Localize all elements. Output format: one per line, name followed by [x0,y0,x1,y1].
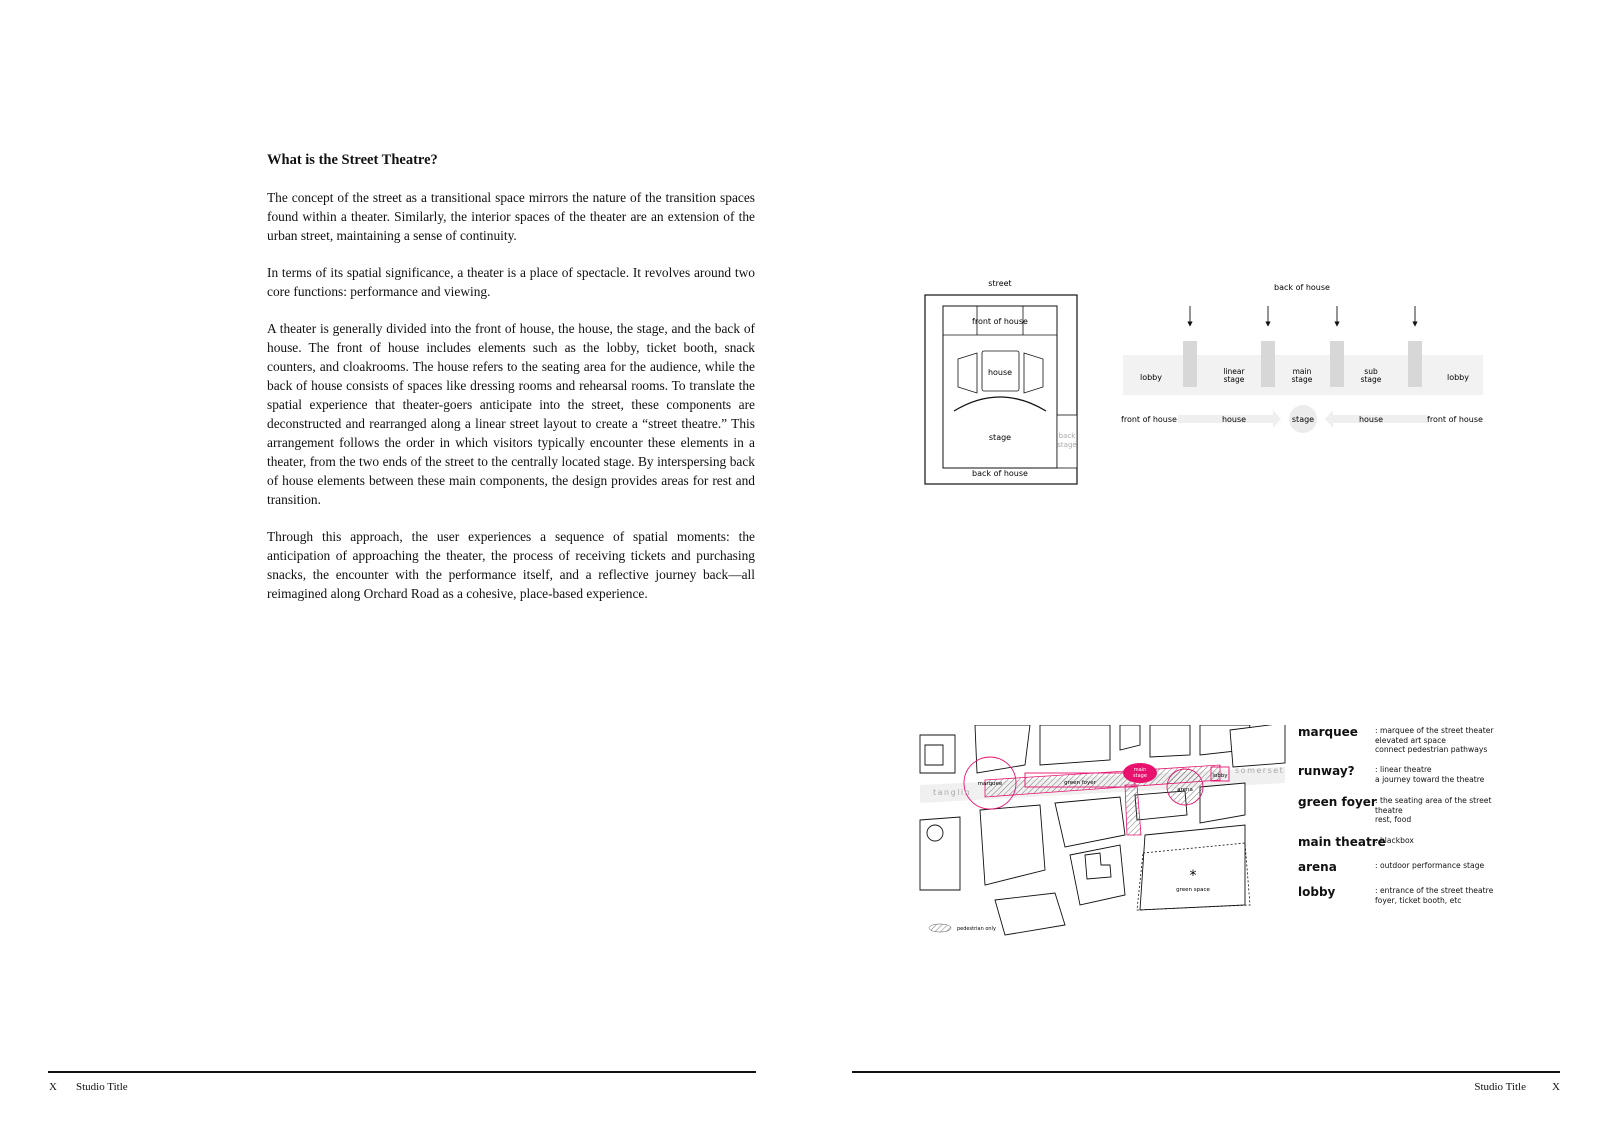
map-label-green-space: green space [1176,887,1210,893]
plan-label-front-of-house: front of house [972,317,1028,326]
linear-label-linear-stage-2: stage [1223,375,1245,384]
plan-label-stage: stage [988,433,1012,442]
map-label-pedestrian-only: pedestrian only [957,926,996,932]
legend-desc: : the seating area of the street theatre rest, food [1375,796,1492,825]
map-label-lobby: lobby [1212,773,1228,779]
right-footer-title: Studio Title [1474,1081,1526,1093]
left-footer-title: Studio Title [76,1081,128,1093]
linear-label-back-of-house: back of house [1274,283,1330,292]
map-label-main-stage-1: main [1133,767,1147,773]
legend-term: marquee [1298,725,1358,739]
linear-label-main-stage-1: main [1292,367,1312,376]
legend-desc: : linear theatre a journey toward the theatre [1375,765,1485,784]
legend-desc: : blackbox [1375,836,1414,845]
pedestrian-legend-swatch [929,924,951,932]
plan-seating-right [1024,353,1043,393]
linear-label-main-stage-2: stage [1291,375,1313,384]
linear-label-stage: stage [1291,415,1315,424]
linear-label-sub-stage-2: stage [1360,375,1382,384]
left-footer-rule [48,1071,756,1073]
plan-label-back-stage-1: back [1058,432,1076,440]
legend-desc: : outdoor performance stage [1375,861,1485,870]
linear-label-lobby-left: lobby [1139,373,1163,382]
theatre-plan-diagram [920,275,1090,490]
linear-label-front-of-house-right: front of house [1427,415,1483,424]
plan-label-street: street [988,279,1012,288]
map-label-green-foyer: green foyer [1064,780,1096,786]
linear-label-house-left: house [1221,415,1247,424]
linear-label-linear-stage-1: linear [1223,367,1245,376]
linear-street-diagram [1118,278,1488,443]
pedestrian-street-branch [1125,785,1141,835]
legend-term: arena [1298,860,1337,874]
legend-desc: : entrance of the street theatre foyer, ticket booth, etc [1375,886,1494,905]
plan-seating-left [958,353,977,393]
map-label-tanglin: tanglin [933,788,972,797]
legend-term: lobby [1298,885,1336,899]
legend-term: green foyer [1298,795,1377,809]
legend-term: main theatre [1298,835,1386,849]
green-space-asterisk: * [1189,868,1197,884]
back-of-house-block [1183,341,1197,387]
plan-stage-edge [954,397,1046,411]
left-page-number: X [49,1081,57,1093]
paragraph-1: The concept of the street as a transitional space mirrors the nature of the transition spaces found within a theater. Similarly, the interior spaces of the theater are an extension of the urban street, maintaining a sense of continuity. [267,190,755,243]
plan-label-house: house [987,368,1013,377]
back-of-house-block [1330,341,1344,387]
linear-label-sub-stage-1: sub [1364,367,1378,376]
page-heading: What is the Street Theatre? [267,152,438,168]
linear-label-lobby-right: lobby [1446,373,1470,382]
map-label-somerset: somerset [1235,766,1285,775]
round-building [927,825,943,841]
right-footer-rule [852,1071,1560,1073]
legend-term: runway? [1298,764,1355,778]
map-label-marquee: marquee [977,781,1003,787]
plan-label-back-stage-2: stage [1057,441,1077,449]
linear-label-house-right: house [1358,415,1384,424]
legend-desc: : marquee of the street theater elevated art space connect pedestrian pathways [1375,726,1494,755]
paragraph-2: In terms of its spatial significance, a theater is a place of spectacle. It revolves around two core functions: performance and viewing. [267,265,755,299]
right-page-number: X [1552,1081,1560,1093]
plan-label-back-of-house: back of house [972,469,1028,478]
back-of-house-block [1408,341,1422,387]
site-map [915,725,1290,945]
back-of-house-block [1261,341,1275,387]
article-body [267,152,755,621]
paragraph-3: A theater is generally divided into the front of house, the house, the stage, and the back of house. The front of house includes elements such as the lobby, ticket booth, snack counters, and cloakrooms. The house refers to the seating area for the audience, while the back of house consists of spaces like dressing rooms and rehearsal rooms. To translate the spatial experience that theater-goers anticipate into the street, these components are deconstructed and rearranged along a linear street layout to create a “street theatre.” This arrangement follows the order in which visitors typically encounter these elements in a theater, from the two ends of the street to the centrally located stage. By interspersing back of house elements between these main components, the design provides areas for rest and transition. [267,321,755,507]
map-label-arena: arena [1177,787,1193,793]
map-label-main-stage-2: stage [1133,773,1147,779]
building-blocks [920,725,1285,935]
paragraph-4: Through this approach, the user experiences a sequence of spatial moments: the anticipation of approaching the theater, the process of receiving tickets and purchasing snacks, the encounter with the performance itself, and a reflective journey back—all reimagined along Orchard Road as a cohesive, place-based experience. [267,529,755,601]
linear-label-front-of-house-left: front of house [1121,415,1177,424]
